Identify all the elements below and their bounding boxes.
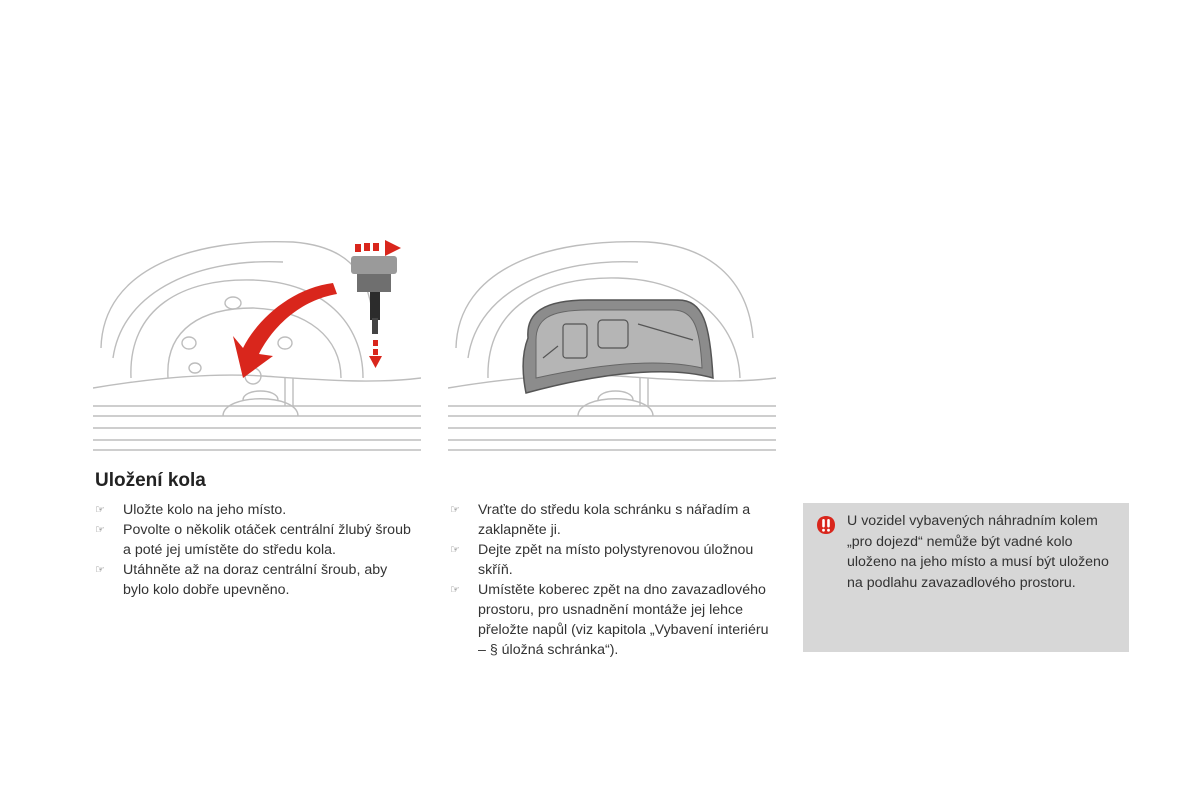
tool-box-in-wheel-illustration	[448, 228, 776, 460]
steps-list-middle	[450, 500, 780, 660]
pointing-hand-icon: ☞	[450, 544, 460, 556]
pointing-hand-icon: ☞	[95, 504, 105, 516]
warning-text: U vozidel vybavených náhradním kolem „pro dojezd“ nemůže být vadné kolo uloženo na jeho místo a musí být uloženo na podlahu zavazadlového prostoru.	[847, 513, 1109, 591]
step-text: Dejte zpět na místo polystyrenovou úložnou skříň.	[478, 542, 754, 578]
step-text: Uložte kolo na jeho místo.	[123, 502, 287, 518]
steps-list-left	[95, 500, 415, 600]
pointing-hand-icon: ☞	[450, 504, 460, 516]
list-item	[450, 580, 780, 660]
section-title: Uložení kola	[95, 470, 206, 491]
step-text: Vraťte do středu kola schránku s nářadím a zaklapněte ji.	[478, 502, 751, 538]
list-item	[450, 540, 780, 580]
list-item	[95, 500, 415, 520]
pointing-hand-icon: ☞	[95, 524, 105, 536]
step-text: Povolte o několik otáček centrální žlubý šroub a poté jej umístěte do středu kola.	[123, 522, 411, 558]
list-item	[95, 520, 415, 560]
step-text: Utáhněte až na doraz centrální šroub, aby bylo kolo dobře upevněno.	[123, 562, 388, 598]
list-item	[450, 500, 780, 540]
step-text: Umístěte koberec zpět na dno zavazadlového prostoru, pro usnadnění montáže jej lehce přeložte napůl (viz kapitola „Vybavení interiéru – § úložná schránka“).	[478, 582, 769, 658]
spare-wheel-screw-illustration	[93, 228, 421, 460]
pointing-hand-icon: ☞	[450, 584, 460, 596]
list-item	[95, 560, 415, 600]
warning-exclamation-icon	[816, 515, 836, 535]
pointing-hand-icon: ☞	[95, 564, 105, 576]
warning-box	[803, 503, 1129, 652]
